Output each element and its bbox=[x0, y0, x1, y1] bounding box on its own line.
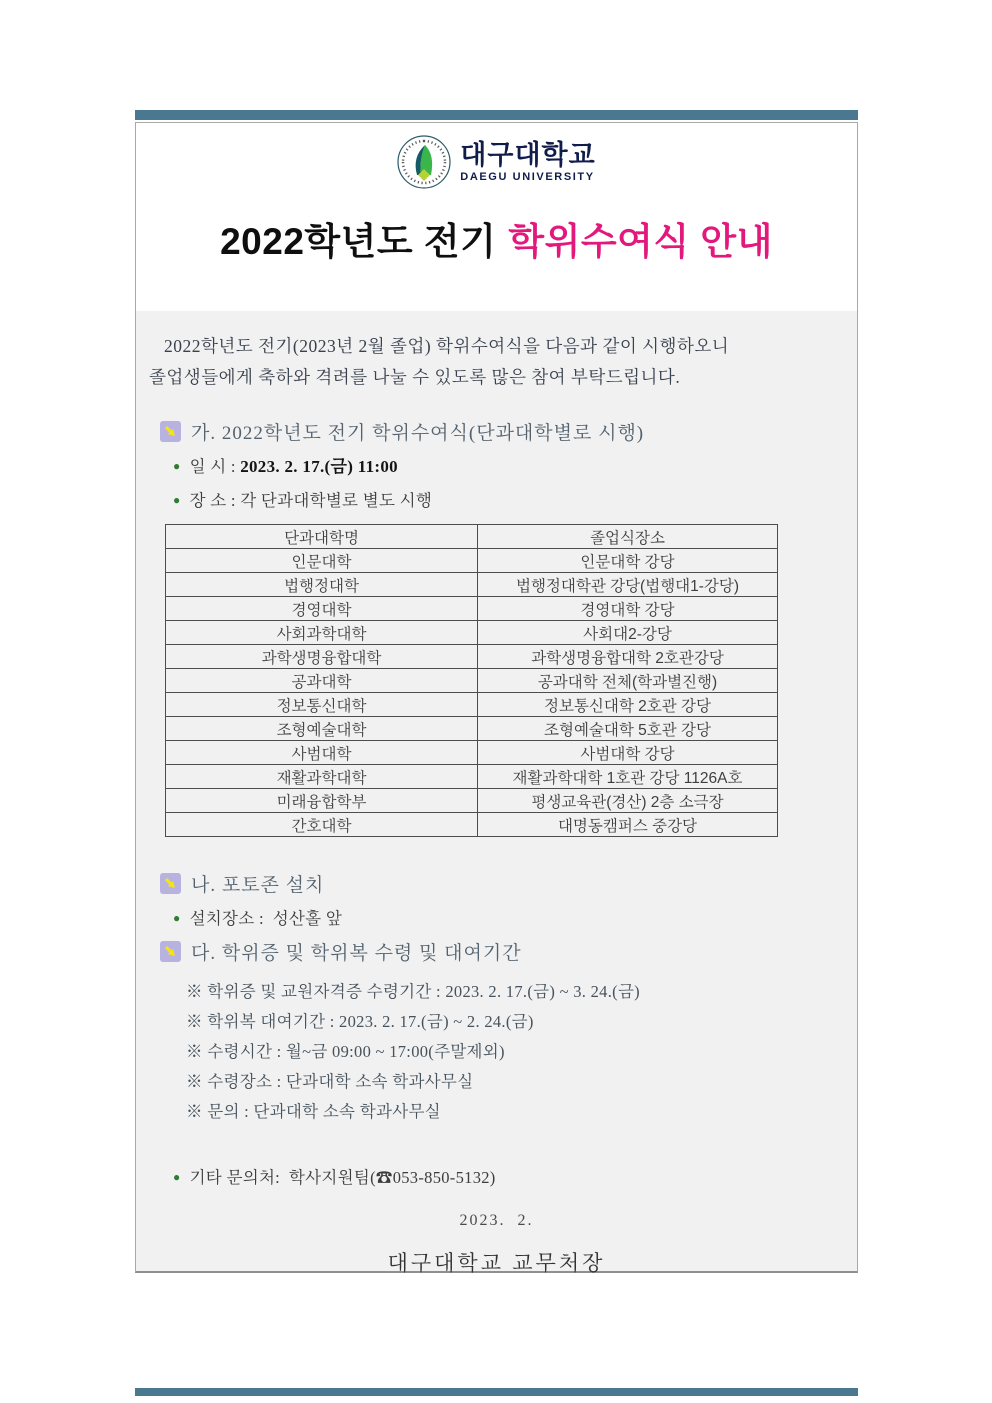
venue-table-row bbox=[166, 597, 778, 621]
venue-table-row bbox=[166, 717, 778, 741]
section-heading-b bbox=[160, 870, 857, 897]
place-label: 장 소 : bbox=[189, 491, 241, 510]
top-accent-bar bbox=[135, 110, 858, 120]
section-heading-c-label: 다. 학위증 및 학위복 수령 및 대여기간 bbox=[191, 943, 522, 964]
venue-table-row bbox=[166, 813, 778, 837]
university-name-english: DAEGU UNIVERSITY bbox=[460, 170, 595, 183]
column-header-venue: 졸업식장소 bbox=[478, 525, 778, 549]
venue-table-cell: 평생교육관(경산) 2층 소극장 bbox=[478, 789, 778, 813]
venue-table-row bbox=[166, 693, 778, 717]
venue-table-cell: 조형예술대학 bbox=[166, 717, 478, 741]
university-logo bbox=[136, 135, 857, 189]
venue-table-cell: 인문대학 bbox=[166, 549, 478, 573]
section-heading-c bbox=[160, 938, 857, 965]
venue-table-cell: 법행정대학관 강당(법행대1-강당) bbox=[478, 573, 778, 597]
venue-table-cell: 정보통신대학 2호관 강당 bbox=[478, 693, 778, 717]
venue-table-cell: 사회과학대학 bbox=[166, 621, 478, 645]
bullet-icon: ● bbox=[173, 459, 181, 473]
bullet-icon: ● bbox=[173, 493, 181, 507]
university-name-korean: 대구대학교 bbox=[460, 139, 596, 170]
venue-table-header-row bbox=[166, 525, 778, 549]
note-item: ※ 수령시간 : 월~금 09:00 ~ 17:00(주말제외) bbox=[186, 1042, 505, 1061]
datetime-label: 일 시 : bbox=[189, 457, 241, 476]
venue-table-cell: 재활과학대학 bbox=[166, 765, 478, 789]
venue-table-cell: 간호대학 bbox=[166, 813, 478, 837]
venue-table-cell: 과학생명융합대학 bbox=[166, 645, 478, 669]
ceremony-datetime bbox=[173, 454, 857, 479]
arrow-down-right-icon bbox=[160, 941, 181, 962]
section-heading-b-label: 나. 포토존 설치 bbox=[191, 875, 325, 896]
venue-table-row bbox=[166, 765, 778, 789]
photozone-label: 설치장소 : bbox=[189, 909, 273, 928]
ceremony-place bbox=[173, 488, 857, 513]
page-title-pink: 학위수여식 안내 bbox=[508, 221, 773, 262]
venue-table-cell: 사회대2-강당 bbox=[478, 621, 778, 645]
document-header bbox=[136, 123, 857, 311]
section-heading-a bbox=[160, 418, 857, 445]
intro-paragraph bbox=[136, 331, 857, 393]
signature: 대구대학교 교무처장 bbox=[387, 1251, 606, 1275]
venue-table-cell: 인문대학 강당 bbox=[478, 549, 778, 573]
venue-table-cell: 정보통신대학 bbox=[166, 693, 478, 717]
intro-line-1: 2022학년도 전기(2023년 2월 졸업) 학위수여식을 다음과 같이 시행하오니 bbox=[164, 336, 730, 356]
university-logotype bbox=[460, 139, 596, 183]
venue-table-cell: 미래융합학부 bbox=[166, 789, 478, 813]
venue-table-row bbox=[166, 669, 778, 693]
photozone-value: 성산홀 앞 bbox=[272, 909, 343, 928]
venue-table-row bbox=[166, 573, 778, 597]
venue-table-cell: 공과대학 전체(학과별진행) bbox=[478, 669, 778, 693]
datetime-value: 2023. 2. 17.(금) 11:00 bbox=[240, 457, 398, 476]
arrow-down-right-icon bbox=[160, 873, 181, 894]
venue-table-cell: 경영대학 bbox=[166, 597, 478, 621]
venue-table-row bbox=[166, 621, 778, 645]
note-item: ※ 학위증 및 교원자격증 수령기간 : 2023. 2. 17.(금) ~ 3. 24.(금) bbox=[186, 982, 640, 1001]
venue-table-cell: 재활과학대학 1호관 강당 1126A호 bbox=[478, 765, 778, 789]
photozone-place bbox=[173, 906, 857, 931]
document-date: 2023. 2. bbox=[459, 1212, 534, 1229]
venue-table-cell: 경영대학 강당 bbox=[478, 597, 778, 621]
venue-table-cell: 공과대학 bbox=[166, 669, 478, 693]
venue-table-row bbox=[166, 645, 778, 669]
venue-table-cell: 사범대학 bbox=[166, 741, 478, 765]
note-item: ※ 문의 : 단과대학 소속 학과사무실 bbox=[186, 1102, 441, 1121]
section-heading-a-label: 가. 2022학년도 전기 학위수여식(단과대학별로 시행) bbox=[191, 423, 645, 444]
page-title bbox=[136, 211, 857, 265]
venue-table-cell: 과학생명융합대학 2호관강당 bbox=[478, 645, 778, 669]
venue-table-cell: 법행정대학 bbox=[166, 573, 478, 597]
bullet-icon: ● bbox=[173, 1170, 181, 1184]
venue-table-cell: 조형예술대학 5호관 강당 bbox=[478, 717, 778, 741]
venue-table-row bbox=[166, 789, 778, 813]
page-title-black: 2022학년도 전기 bbox=[220, 221, 497, 262]
note-item: ※ 학위복 대여기간 : 2023. 2. 17.(금) ~ 2. 24.(금) bbox=[186, 1012, 534, 1031]
notes-list bbox=[186, 977, 857, 1127]
university-emblem-icon bbox=[397, 135, 451, 189]
place-value: 각 단과대학별로 별도 시행 bbox=[240, 491, 433, 510]
bullet-icon: ● bbox=[173, 911, 181, 925]
arrow-down-right-icon bbox=[160, 421, 181, 442]
column-header-college: 단과대학명 bbox=[166, 525, 478, 549]
venue-table bbox=[165, 524, 778, 837]
venue-table-cell: 대명동캠퍼스 중강당 bbox=[478, 813, 778, 837]
note-item: ※ 수령장소 : 단과대학 소속 학과사무실 bbox=[186, 1072, 474, 1091]
intro-line-2: 졸업생들에게 축하와 격려를 나눌 수 있도록 많은 참여 부탁드립니다. bbox=[149, 367, 681, 387]
venue-table-row bbox=[166, 741, 778, 765]
venue-table-row bbox=[166, 549, 778, 573]
announcement-document bbox=[135, 122, 858, 1273]
contact-text: 기타 문의처: 학사지원팀(☎053-850-5132) bbox=[189, 1168, 496, 1187]
venue-table-cell: 사범대학 강당 bbox=[478, 741, 778, 765]
contact-line bbox=[173, 1165, 857, 1190]
bottom-accent-bar bbox=[135, 1388, 858, 1396]
venue-table-body bbox=[166, 549, 778, 837]
